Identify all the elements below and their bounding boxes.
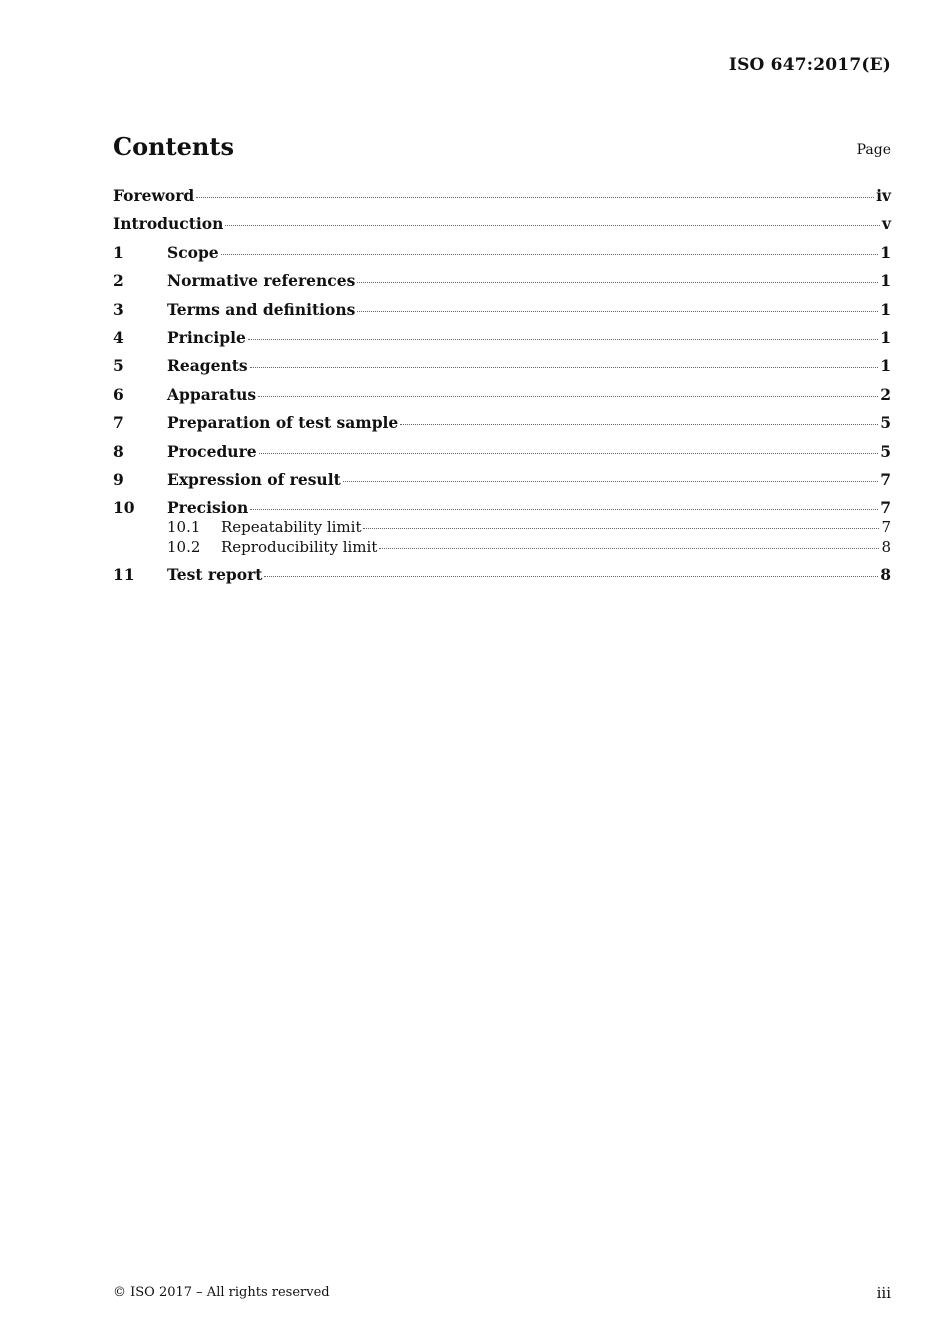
dot-leader	[221, 254, 879, 255]
toc-entry-title: Normative references	[167, 271, 356, 291]
toc-entry-title: Foreword	[113, 186, 195, 205]
toc-entry-test-report[interactable]	[113, 565, 891, 593]
dot-leader	[259, 453, 879, 454]
toc-entry-expression-of-result[interactable]	[113, 470, 891, 498]
toc-entry-title: Procedure	[167, 441, 257, 461]
toc-entry-procedure[interactable]	[113, 442, 891, 470]
toc-entry-number: 11	[113, 565, 135, 585]
toc-entry-page: 8	[880, 565, 891, 585]
toc-entry-number: 10.2	[167, 537, 201, 556]
dot-leader	[357, 311, 878, 312]
toc-entry-page: 7	[881, 518, 891, 537]
toc-entry-page: v	[881, 214, 891, 234]
toc-entry-number: 8	[113, 441, 124, 461]
dot-leader	[400, 424, 878, 425]
toc-entry-principle[interactable]	[113, 328, 891, 356]
toc-entry-normative-references[interactable]	[113, 271, 891, 299]
toc-entry-preparation-of-test-sample[interactable]	[113, 413, 891, 441]
toc-entry-title: Repeatability limit	[221, 518, 362, 537]
toc-entry-title: Apparatus	[167, 384, 257, 404]
toc-entry-precision[interactable]	[113, 498, 891, 518]
toc-entry-title: Preparation of test sample	[167, 413, 399, 433]
dot-leader	[196, 197, 874, 198]
dot-leader	[343, 481, 878, 482]
toc-entry-page: 7	[880, 469, 891, 489]
dot-leader	[258, 396, 878, 397]
toc-entry-page: 1	[880, 271, 891, 291]
dot-leader	[357, 282, 878, 283]
toc-entry-foreword[interactable]	[113, 186, 891, 214]
dot-leader	[264, 576, 878, 577]
toc-entry-title: Reagents	[167, 356, 248, 376]
toc-entry-title: Reproducibility limit	[221, 537, 378, 556]
toc-entry-page: 1	[880, 299, 891, 319]
toc-entry-number: 2	[113, 271, 124, 291]
copyright-notice: © ISO 2017 – All rights reserved	[113, 1285, 330, 1300]
toc-entry-number: 3	[113, 299, 124, 319]
toc-entry-title: Terms and definitions	[167, 299, 356, 319]
toc-entry-page: 1	[880, 356, 891, 376]
page-column-label: Page	[856, 142, 891, 158]
toc-entry-page: 1	[880, 242, 891, 262]
toc-entry-number: 10	[113, 498, 135, 518]
dot-leader	[225, 225, 880, 226]
dot-leader	[250, 367, 879, 368]
toc-entry-number: 7	[113, 413, 124, 433]
toc-entry-number: 6	[113, 384, 124, 404]
dot-leader	[250, 509, 878, 510]
dot-leader	[363, 528, 879, 529]
toc-entry-page: 7	[880, 498, 891, 518]
toc-entry-scope[interactable]	[113, 243, 891, 271]
table-of-contents	[113, 186, 891, 594]
toc-entry-number: 5	[113, 356, 124, 376]
dot-leader	[248, 339, 878, 340]
dot-leader	[379, 548, 879, 549]
toc-entry-page: 5	[880, 413, 891, 433]
page-number: iii	[876, 1284, 891, 1302]
toc-entry-page: iv	[876, 186, 891, 205]
document-id: ISO 647:2017(E)	[728, 55, 891, 75]
toc-entry-page: 8	[881, 537, 891, 556]
toc-entry-title: Principle	[167, 327, 246, 347]
toc-entry-title: Scope	[167, 242, 219, 262]
toc-entry-reagents[interactable]	[113, 356, 891, 384]
toc-entry-page: 2	[880, 384, 891, 404]
toc-entry-number: 9	[113, 469, 124, 489]
toc-entry-number: 4	[113, 327, 124, 347]
toc-entry-number: 10.1	[167, 518, 201, 537]
toc-entry-apparatus[interactable]	[113, 385, 891, 413]
toc-entry-title: Precision	[167, 498, 249, 518]
toc-entry-title: Test report	[167, 565, 263, 585]
toc-entry-page: 1	[880, 327, 891, 347]
toc-entry-number: 1	[113, 242, 124, 262]
toc-entry-title: Expression of result	[167, 469, 341, 489]
toc-subentry-repeatability-limit[interactable]	[113, 518, 891, 538]
toc-entry-title: Introduction	[113, 214, 224, 234]
toc-entry-page: 5	[880, 441, 891, 461]
toc-entry-introduction[interactable]	[113, 214, 891, 242]
contents-title: Contents	[113, 132, 234, 161]
toc-entry-terms-and-definitions[interactable]	[113, 300, 891, 328]
toc-subentry-reproducibility-limit[interactable]	[113, 538, 891, 558]
